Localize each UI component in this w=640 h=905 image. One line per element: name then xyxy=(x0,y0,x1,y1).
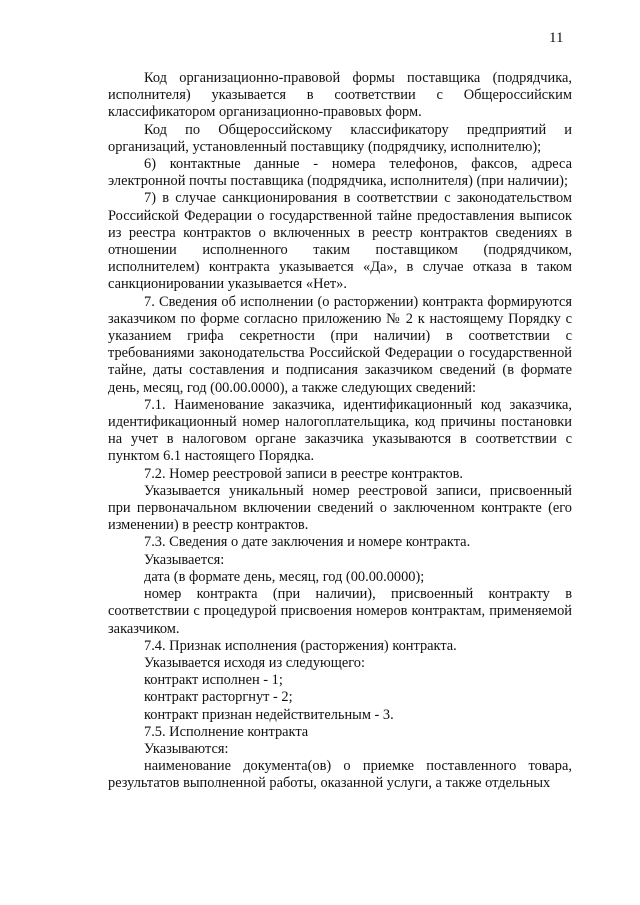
paragraph: 7. Сведения об исполнении (о расторжении) контракта формируются заказчиком по форме согласно приложению № 2 к настоящему Порядку с указанием грифа секретности (при наличии) в соответствии с требованиями законодательства Российской Федерации о государственной тайне, даты составления и подписания заказчиком сведений (в формате день, месяц, год (00.00.0000), а также следующих сведений: xyxy=(108,293,572,396)
paragraph: Указываются: xyxy=(144,740,229,757)
paragraph: Указывается уникальный номер реестровой записи, присвоенный при первоначальном включении сведений о заключенном контракте (его изменении) в реестр контрактов. xyxy=(108,482,572,534)
paragraph: контракт расторгнут - 2; xyxy=(144,689,293,706)
paragraph: Код организационно-правовой формы поставщика (подрядчика, исполнителя) указывается в соответствии с Общероссийским классификатором организационно-правовых форм. xyxy=(108,70,572,121)
paragraph: дата (в формате день, месяц, год (00.00.0000); xyxy=(144,568,425,585)
paragraph: контракт признан недействительным - 3. xyxy=(144,706,394,723)
paragraph: Указывается исходя из следующего: xyxy=(144,654,365,671)
document-body xyxy=(108,70,572,793)
paragraph: Код по Общероссийскому классификатору предприятий и организаций, установленный поставщику (подрядчику, исполнителю); xyxy=(108,121,572,155)
paragraph: 7.2. Номер реестровой записи в реестре контрактов. xyxy=(144,465,463,482)
paragraph: контракт исполнен - 1; xyxy=(144,672,283,689)
paragraph: 7) в случае санкционирования в соответствии с законодательством Российской Федерации о государственной тайне предоставления выписок из реестра контрактов о включенных в реестр контрактов сведениях в отношении исполненного таким поставщиком (подрядчиком, исполнителем) контракта указывается «Да», в случае отказа в таком санкционировании указывается «Нет». xyxy=(108,190,572,293)
paragraph: 7.3. Сведения о дате заключения и номере контракта. xyxy=(144,534,471,551)
paragraph: наименование документа(ов) о приемке поставленного товара, результатов выполненной работы, оказанной услуги, а также отдельных xyxy=(108,758,572,792)
paragraph: Указывается: xyxy=(144,551,225,568)
page-number: 11 xyxy=(549,30,564,46)
paragraph: 7.1. Наименование заказчика, идентификационный код заказчика, идентификационный номер налогоплательщика, код причины постановки на учет в налоговом органе заказчика указываются в соответствии с пунктом 6.1 настоящего Порядка. xyxy=(108,396,572,465)
paragraph: 7.5. Исполнение контракта xyxy=(144,723,309,740)
paragraph: 7.4. Признак исполнения (расторжения) контракта. xyxy=(144,637,457,654)
paragraph: 6) контактные данные - номера телефонов, факсов, адреса электронной почты поставщика (подрядчика, исполнителя) (при наличии); xyxy=(108,156,572,190)
paragraph: номер контракта (при наличии), присвоенный контракту в соответствии с процедурой присвоения номеров контрактам, применяемой заказчиком. xyxy=(108,586,572,637)
